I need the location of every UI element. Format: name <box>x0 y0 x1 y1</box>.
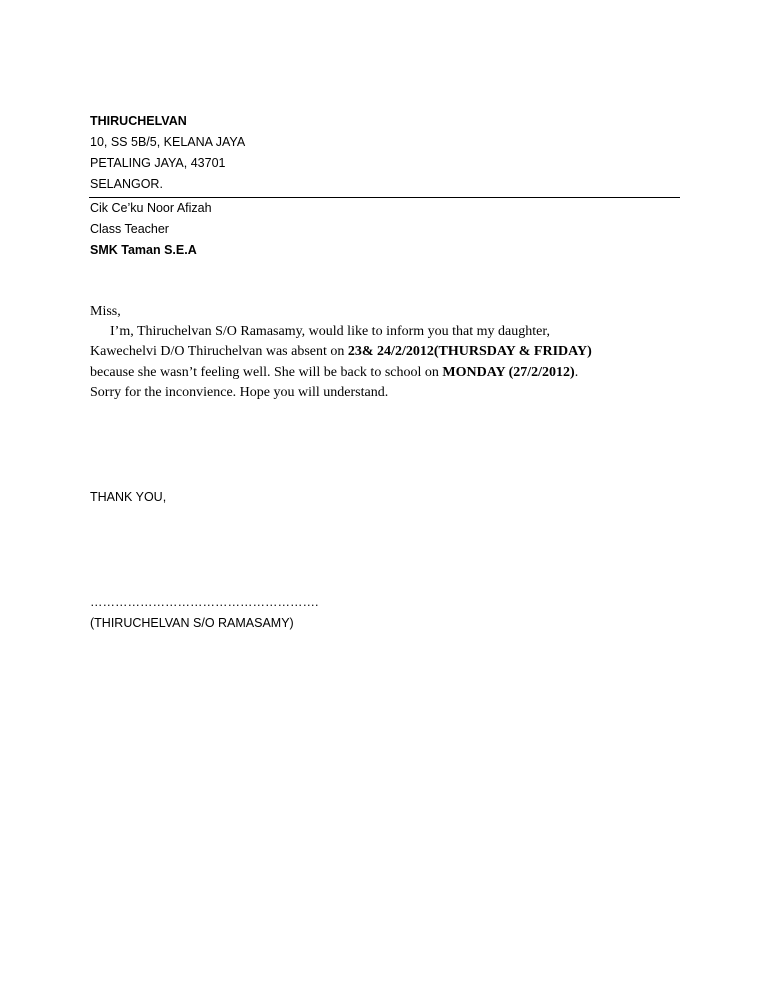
recipient-name: Cik Ce’ku Noor Afizah <box>90 201 212 215</box>
return-date: MONDAY (27/2/2012) <box>442 365 575 380</box>
body-line-2-text: Kawechelvi D/O Thiruchelvan was absent on <box>90 344 348 359</box>
body-line-3-end: . <box>574 365 579 380</box>
closing-text: THANK YOU, <box>90 490 167 504</box>
body-line-3-text: because she wasn’t feeling well. She will be back to school on <box>90 365 443 380</box>
salutation: Miss, <box>90 304 121 319</box>
recipient-title: Class Teacher <box>90 222 169 236</box>
signature-line: ………………………………………………. <box>90 595 319 609</box>
sender-address-line3: SELANGOR. <box>90 177 163 191</box>
body-line-3 <box>90 365 578 381</box>
sender-address-line1: 10, SS 5B/5, KELANA JAYA <box>90 135 246 149</box>
body-line-1: I’m, Thiruchelvan S/O Ramasamy, would like to inform you that my daughter, <box>110 324 550 339</box>
body-line-2 <box>90 344 592 360</box>
recipient-school: SMK Taman S.E.A <box>90 243 197 257</box>
body-line-4: Sorry for the inconvience. Hope you will understand. <box>90 385 389 400</box>
signature-name: (THIRUCHELVAN S/O RAMASAMY) <box>90 616 294 630</box>
header-divider <box>89 197 680 198</box>
sender-address-line2: PETALING JAYA, 43701 <box>90 156 226 170</box>
absence-dates: 23& 24/2/2012(THURSDAY & FRIDAY) <box>347 344 592 359</box>
sender-name: THIRUCHELVAN <box>90 114 187 128</box>
